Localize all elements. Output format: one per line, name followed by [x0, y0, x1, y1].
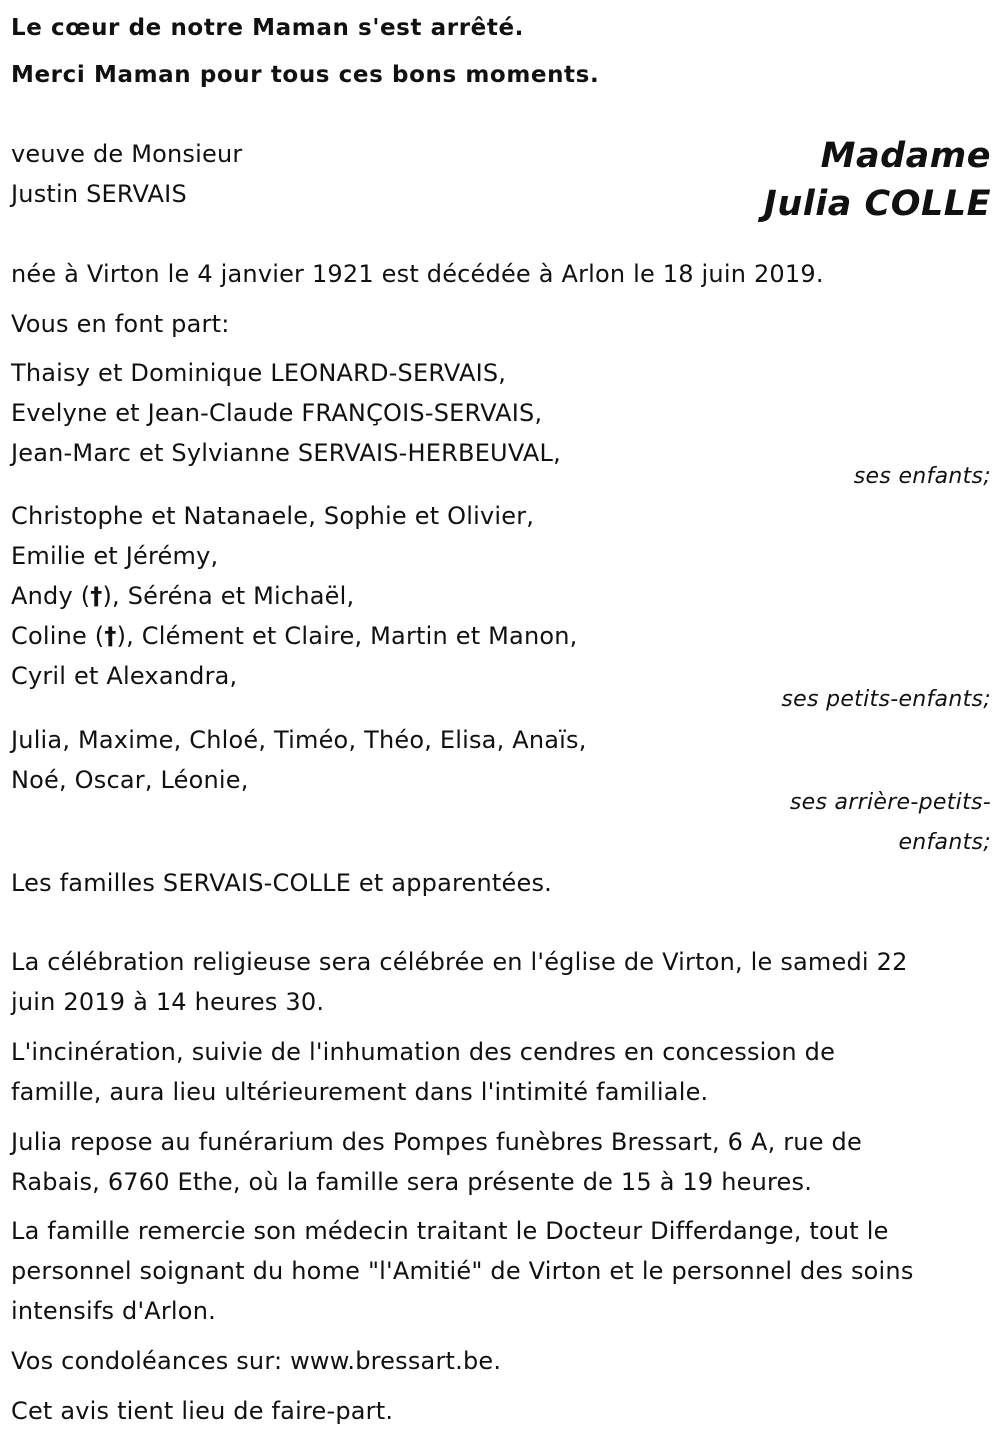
widow-line-1: veuve de Monsieur	[11, 140, 243, 168]
obituary-notice	[11, 0, 991, 1446]
great-grandchildren-line-2: Noé, Oscar, Léonie,	[11, 766, 249, 794]
thanks-line-2: personnel soignant du home "l'Amitié" de Virton et le personnel des soins	[11, 1257, 914, 1285]
announce-line: Vous en font part:	[11, 310, 230, 338]
ceremony-line-1: La célébration religieuse sera célébrée en l'église de Virton, le samedi 22	[11, 948, 908, 976]
cross-icon: †	[90, 582, 103, 610]
notice-line: Cet avis tient lieu de faire-part.	[11, 1397, 394, 1425]
grandchildren-line-4-start: Coline (	[11, 622, 105, 650]
grandchildren-line-3-end: ), Séréna et Michaël,	[102, 582, 355, 610]
children-line-3: Jean-Marc et Sylvianne SERVAIS-HERBEUVAL,	[11, 439, 561, 467]
grandchildren-role: ses petits-enfants;	[781, 687, 991, 712]
great-grandchildren-role-2: enfants;	[898, 830, 991, 855]
incineration-line-2: famille, aura lieu ultérieurement dans l'intimité familiale.	[11, 1078, 709, 1106]
header-line-2: Merci Maman pour tous ces bons moments.	[11, 62, 600, 88]
thanks-line-1: La famille remercie son médecin traitant le Docteur Differdange, tout le	[11, 1217, 889, 1245]
children-line-1: Thaisy et Dominique LEONARD-SERVAIS,	[11, 359, 507, 387]
grandchildren-line-3-start: Andy (	[11, 582, 91, 610]
header-line-1: Le cœur de notre Maman s'est arrêté.	[11, 15, 525, 41]
grandchildren-line-2: Emilie et Jérémy,	[11, 542, 219, 570]
families-line: Les familles SERVAIS-COLLE et apparentées.	[11, 869, 552, 897]
grandchildren-line-5: Cyril et Alexandra,	[11, 662, 238, 690]
great-grandchildren-line-1: Julia, Maxime, Chloé, Timéo, Théo, Elisa, Anaïs,	[11, 726, 587, 754]
thanks-line-3: intensifs d'Arlon.	[11, 1297, 216, 1325]
children-role: ses enfants;	[853, 464, 991, 489]
grandchildren-line-1: Christophe et Natanaele, Sophie et Olivier,	[11, 502, 535, 530]
grandchildren-line-3	[11, 580, 354, 612]
birth-death-line: née à Virton le 4 janvier 1921 est décédée à Arlon le 18 juin 2019.	[11, 260, 824, 288]
deceased-title: Madame	[820, 136, 991, 176]
deceased-name: Julia COLLE	[763, 184, 991, 224]
condolences-line: Vos condoléances sur: www.bressart.be.	[11, 1347, 502, 1375]
great-grandchildren-role-1: ses arrière-petits-	[789, 790, 991, 815]
grandchildren-line-4	[11, 620, 578, 652]
incineration-line-1: L'incinération, suivie de l'inhumation des cendres en concession de	[11, 1038, 836, 1066]
widow-line-2: Justin SERVAIS	[11, 180, 187, 208]
funeral-home-line-2: Rabais, 6760 Ethe, où la famille sera présente de 15 à 19 heures.	[11, 1168, 813, 1196]
ceremony-line-2: juin 2019 à 14 heures 30.	[11, 988, 325, 1016]
cross-icon: †	[104, 622, 117, 650]
funeral-home-line-1: Julia repose au funérarium des Pompes funèbres Bressart, 6 A, rue de	[11, 1128, 862, 1156]
grandchildren-line-4-end: ), Clément et Claire, Martin et Manon,	[116, 622, 578, 650]
children-line-2: Evelyne et Jean-Claude FRANÇOIS-SERVAIS,	[11, 399, 543, 427]
